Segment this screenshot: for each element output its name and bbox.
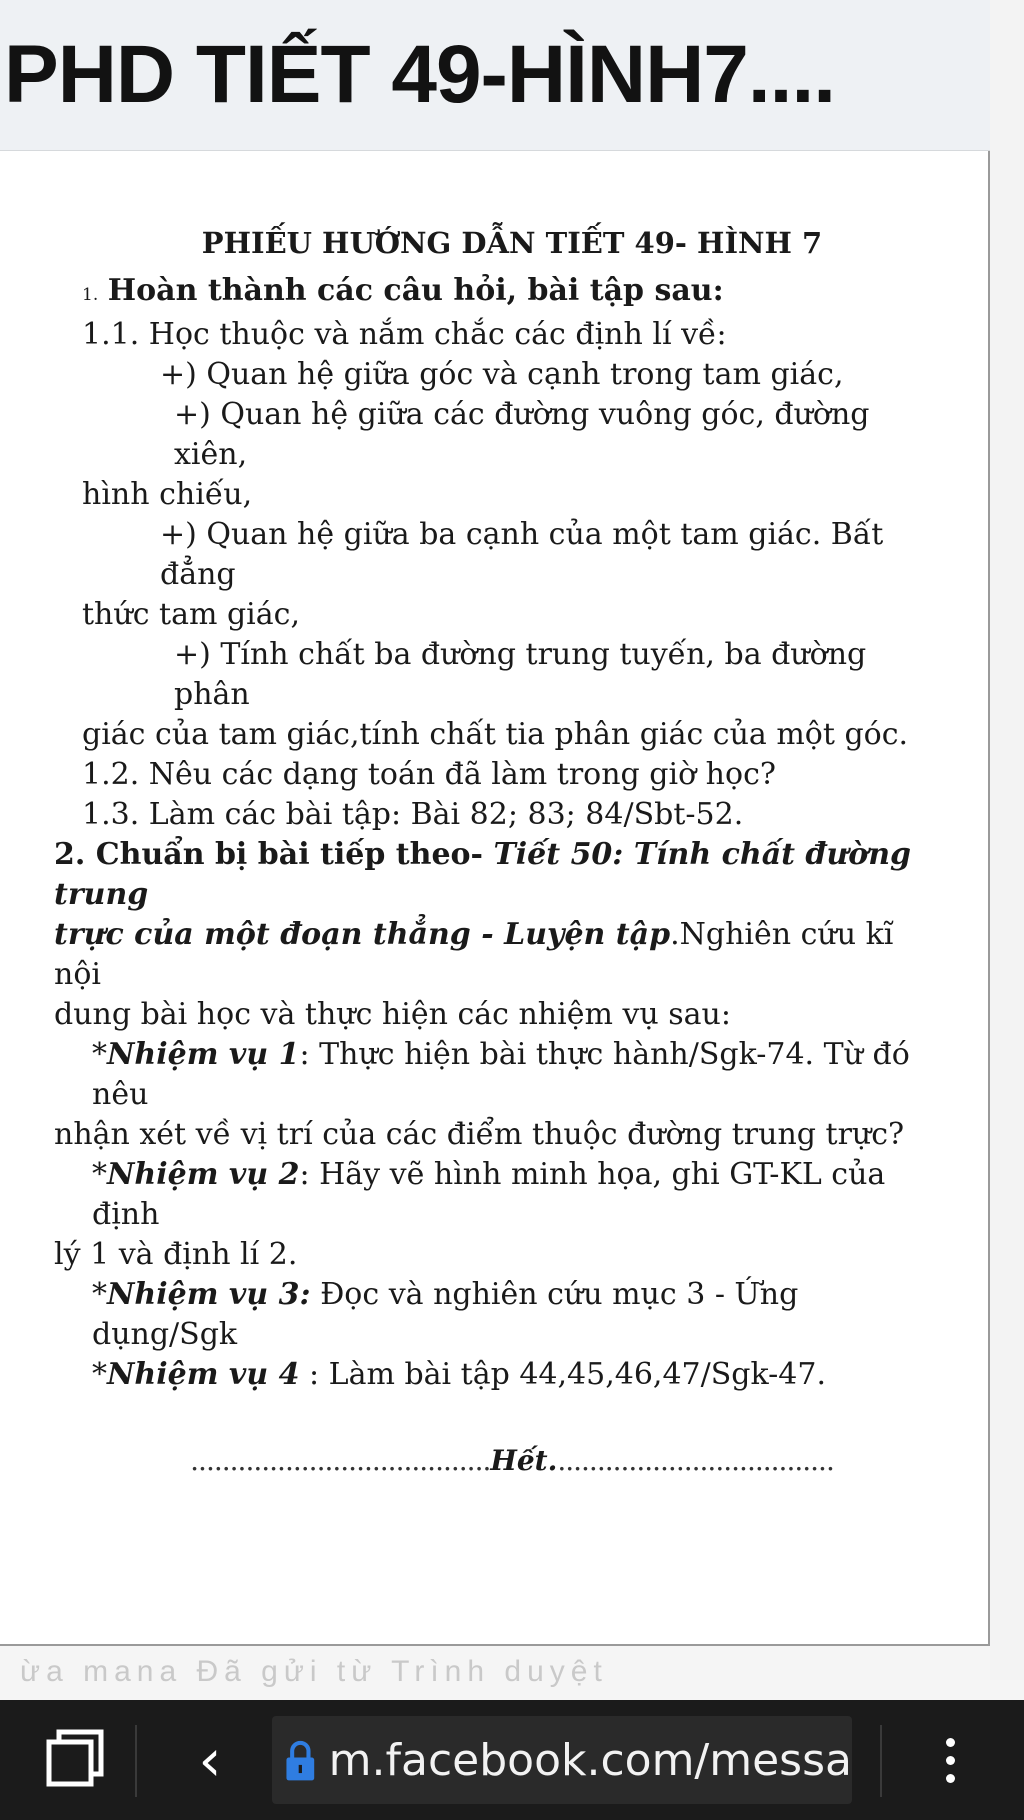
bullet-2-line-a: +) Quan hệ giữa các đường vuông góc, đường xiên, [174, 397, 870, 472]
item-1-2: 1.2. Nêu các dạng toán đã làm trong giờ học? [82, 757, 776, 792]
end-text: Hết. [490, 1444, 558, 1477]
task-1-text-a: : Thực hiện bài thực hành/Sgk-74. Từ đó nêu [92, 1037, 910, 1112]
task-1-label: Nhiệm vụ 1 [107, 1037, 300, 1072]
section-2-line-a [54, 835, 942, 915]
item-1-3: 1.3. Làm các bài tập: Bài 82; 83; 84/Sbt-52. [82, 797, 744, 832]
right-strip [990, 0, 1024, 1680]
page-title: PHD TIẾT 49-HÌNH7.... [4, 29, 836, 120]
browser-toolbar [0, 1700, 1024, 1820]
faded-caption: ừa mana Đã gửi từ Trình duyệt [20, 1655, 608, 1688]
section-2-rest-a: .Nghiên cứu kĩ nội [54, 917, 894, 992]
task-3-text: Đọc và nghiên cứu mục 3 - Ứng dụng/Sgk [92, 1277, 799, 1352]
toolbar-separator [135, 1725, 137, 1797]
bullet-3-line-b: thức tam giác, [82, 597, 300, 632]
bullet-4-line-b: giác của tam giác,tính chất tia phân giác của một góc. [82, 717, 909, 752]
task-3: *Nhiệm vụ 3: Đọc và nghiên cứu mục 3 - Ứng dụng/Sgk [92, 1277, 799, 1352]
section-2-italic-a: Tiết 50: Tính chất đường trung [54, 837, 912, 912]
menu-dot [946, 1756, 955, 1765]
section-2-line-b [54, 915, 942, 995]
end-dots-left: ...................................... [190, 1444, 491, 1477]
task-2-label: Nhiệm vụ 2 [107, 1157, 300, 1192]
section-2-italic-b: trực của một đoạn thẳng - Luyện tập [54, 917, 671, 952]
task-4-text: : Làm bài tập 44,45,46,47/Sgk-47. [299, 1357, 827, 1392]
toolbar-separator [880, 1725, 882, 1797]
task-2-line-b: lý 1 và định lí 2. [54, 1237, 298, 1272]
section-2-line-c: dung bài học và thực hiện các nhiệm vụ sau: [54, 997, 731, 1032]
item-1-1: 1.1. Học thuộc và nắm chắc các định lí về: [82, 317, 727, 352]
task-3-label: Nhiệm vụ 3: [107, 1277, 311, 1312]
document-heading: PHIẾU HƯỚNG DẪN TIẾT 49- HÌNH 7 [201, 226, 823, 260]
address-bar[interactable] [272, 1716, 852, 1804]
menu-dot [946, 1738, 955, 1747]
bullet-1: +) Quan hệ giữa góc và cạnh trong tam giác, [160, 357, 844, 392]
back-button[interactable]: ‹ [198, 1726, 222, 1794]
document-image[interactable] [0, 151, 990, 1646]
bullet-2-line-b: hình chiếu, [82, 477, 253, 512]
more-vert-icon[interactable] [930, 1720, 970, 1800]
section-1-number: 1. [82, 285, 99, 305]
bullet-4-line-a: +) Tính chất ba đường trung tuyến, ba đường phân [174, 637, 867, 712]
tabs-icon[interactable] [45, 1728, 105, 1788]
task-1-line-b: nhận xét về vị trí của các điểm thuộc đường trung trực? [54, 1117, 905, 1152]
chat-title-bar [0, 0, 990, 151]
section-1-text: Hoàn thành các câu hỏi, bài tập sau: [107, 273, 724, 308]
task-2-line-a: *Nhiệm vụ 2: Hãy vẽ hình minh họa, ghi GT-KL của định [92, 1157, 886, 1232]
task-4-label: Nhiệm vụ 4 [107, 1357, 300, 1392]
section-2-bold: 2. Chuẩn bị bài tiếp theo- [54, 837, 494, 872]
task-4: *Nhiệm vụ 4 : Làm bài tập 44,45,46,47/Sgk-47. [92, 1357, 827, 1392]
end-marker [82, 1441, 942, 1481]
lock-icon [284, 1733, 317, 1787]
end-dots-right: ................................... [557, 1444, 834, 1477]
bullet-3-line-a: +) Quan hệ giữa ba cạnh của một tam giác. Bất đẳng [160, 517, 884, 592]
url-text: m.facebook.com/messa [328, 1734, 852, 1786]
task-1-line-a: *Nhiệm vụ 1: Thực hiện bài thực hành/Sgk-74. Từ đó nêu [92, 1037, 910, 1112]
document-content [54, 191, 942, 1481]
task-2-text-a: : Hãy vẽ hình minh họa, ghi GT-KL của định [92, 1157, 886, 1232]
section-1-title [82, 271, 942, 315]
menu-dot [946, 1774, 955, 1783]
